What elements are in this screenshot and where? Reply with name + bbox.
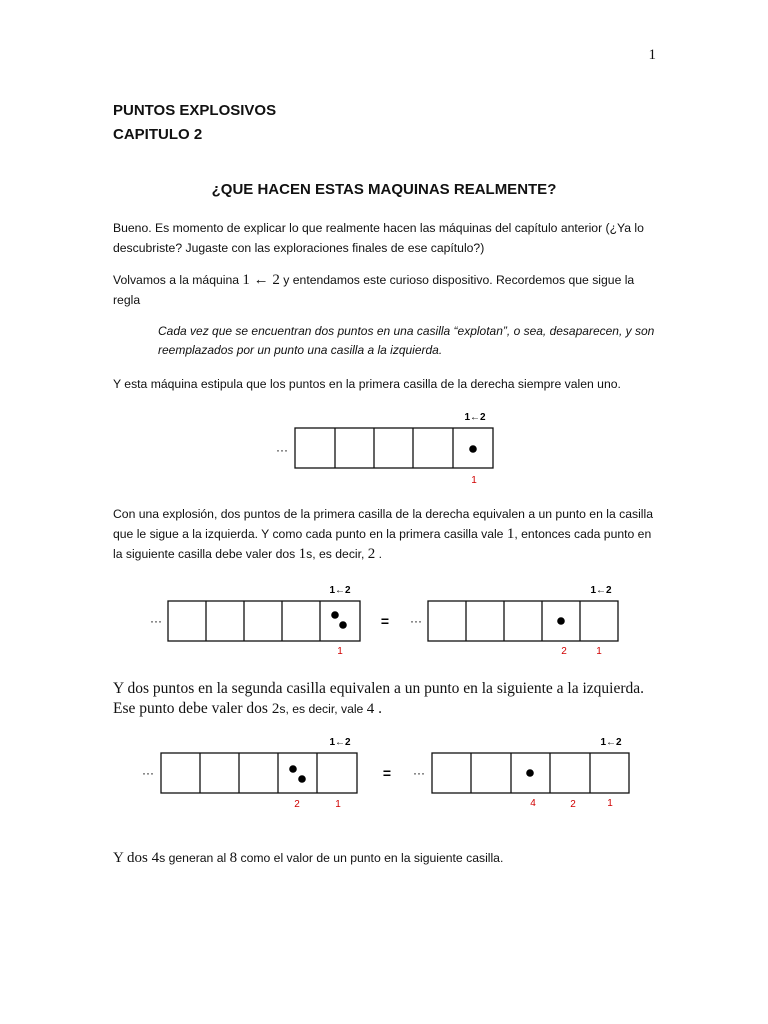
text-run: Y dos puntos en la segunda casilla equivalen a un punto en la siguiente a la izquierda. Ese punto debe valer dos [113,680,645,717]
rule-quote: Cada vez que se encuentran dos puntos en una casilla “explotan”, o sea, desaparecen, y son reemplazados por un punto una casilla a la izquierda. [158,324,655,357]
text-run: como el valor de un punto en la siguiente casilla. [237,851,504,865]
dot [557,617,565,625]
paragraph-explosion [113,504,658,564]
text-run: y entendamos este curioso dispositivo. Recordemos que sigue la regla [113,273,635,307]
machine-label: 1←2 [329,737,351,748]
text-run: s generan al [159,851,230,865]
machine-label: 1←2 [600,737,622,748]
number: 4 [366,701,375,717]
dot [469,445,477,453]
document-title: PUNTOS EXPLOSIVOS [113,102,277,119]
cell-value-label: 2 [561,646,567,657]
ellipsis: ··· [276,443,288,457]
number: 1 [506,526,515,542]
number: 2 [271,701,280,717]
machine-boxes [295,428,493,468]
cell-value-label: 1 [471,475,477,486]
number: 8 [229,850,238,866]
machine-diagram-one-dot [0,400,768,495]
machine-boxes-left [168,601,360,641]
cell-value-label: 2 [294,799,300,810]
text-run: s, es decir, [306,547,368,561]
ellipsis: ··· [410,614,422,628]
number: 4 [151,850,160,866]
cell-value-label: 2 [570,799,576,810]
number: 2 [367,546,376,562]
dot [526,769,534,777]
chapter-title: CAPITULO 2 [113,126,203,143]
dot [339,621,347,629]
text-run: . [374,700,382,717]
equals-sign: = [382,765,392,781]
machine-label: 1←2 [590,585,612,596]
dot [298,775,306,783]
ellipsis: ··· [142,766,154,780]
cell-value-label: 1 [596,646,602,657]
equals-sign: = [380,613,390,629]
ellipsis: ··· [413,766,425,780]
cell-value-label: 1 [607,798,613,809]
page-number: 1 [648,47,656,63]
ellipsis: ··· [150,614,162,628]
number: 1 [298,546,307,562]
dot [331,611,339,619]
machine-label: 1←2 [464,412,486,423]
text-run: Volvamos a la máquina [113,273,243,287]
paragraph-third-cell [113,848,658,868]
explosion-diagram-first [0,578,768,663]
text-run: . [375,547,383,561]
text-run: , entonces cada punto en la siguiente casilla debe valer dos [113,527,652,561]
cell-value-label: 1 [335,799,341,810]
section-heading: ¿QUE HACEN ESTAS MAQUINAS REALMENTE? [211,181,557,198]
paragraph-first-cell: Y esta máquina estipula que los puntos en la primera casilla de la derecha siempre valen uno. [113,377,621,391]
explosion-diagram-second [0,730,768,815]
paragraph-second-cell [113,679,658,719]
cell-value-label: 4 [530,798,536,809]
text-run: s, es decir, vale [279,702,367,716]
machine-notation: 1 ← 2 [242,272,280,288]
paragraph-machine [113,270,658,310]
dot [289,765,297,773]
text-run: Con una explosión, dos puntos de la primera casilla de la derecha equivalen a un punto en la casilla que le sigue a la izquierda. Y como cada punto en la primera casilla vale [113,507,653,541]
machine-boxes-right [428,601,618,641]
paragraph-intro: Bueno. Es momento de explicar lo que realmente hacen las máquinas del capítulo anterior (¿Ya lo descubriste? Jugaste con las exploraciones finales de ese capítulo?) [113,221,644,255]
cell-value-label: 1 [337,646,343,657]
text-run: Y dos [113,850,152,866]
machine-label: 1←2 [329,585,351,596]
machine-boxes-left [161,753,357,793]
